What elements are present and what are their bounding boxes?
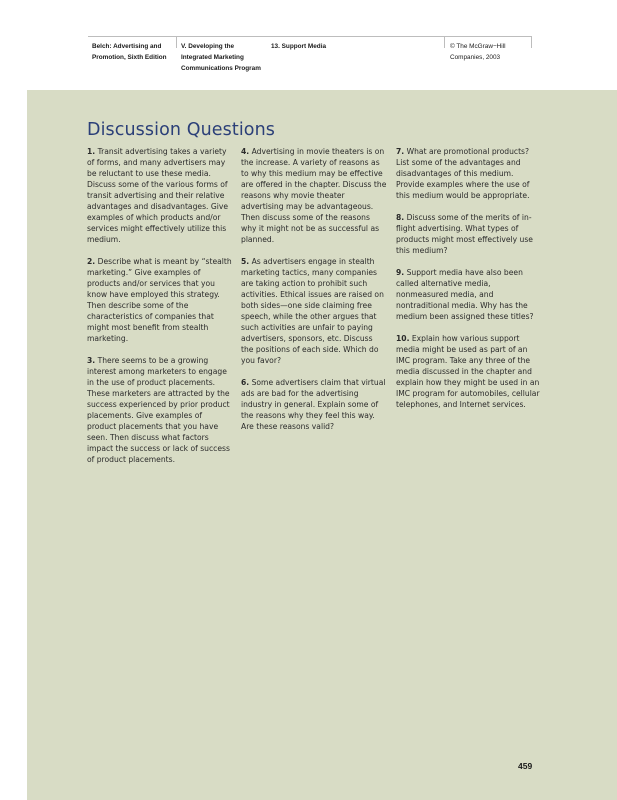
header-separator [531, 36, 532, 48]
page-number: 459 [518, 761, 533, 771]
question-text: What are promotional products? List some of the advantages and disadvantages of this medium. Provide examples where the use of this medium would be appropriate. [396, 147, 530, 200]
header-book-title: Belch: Advertising and Promotion, Sixth Edition [92, 43, 167, 61]
column-3 [396, 146, 542, 421]
question-text: Discuss some of the merits of in-flight advertising. What types of products might most effectively use this medium? [396, 213, 533, 255]
question-7 [396, 146, 542, 201]
running-header [0, 0, 617, 90]
question-5 [241, 256, 387, 366]
question-6 [241, 377, 387, 432]
question-10 [396, 333, 542, 410]
question-3 [87, 355, 233, 465]
header-chapter-title: 13. Support Media [271, 43, 327, 50]
question-text: Transit advertising takes a variety of forms, and many advertisers may be reluctant to use these media. Discuss some of the various forms of transit advertising and their relative advantages and disadvantages. Give examples of which products and/or services might effectively utilize this medium. [87, 147, 229, 244]
question-text: Describe what is meant by “stealth marketing.” Give examples of products and/or services that you know have employed this strategy. Then describe some of the characteristics of companies that might most benefit from stealth marketing. [87, 257, 232, 343]
question-text: Advertising in movie theaters is on the increase. A variety of reasons as to why this medium may be effective are offered in the chapter. Discuss the reasons why movie theater advertising may be advantageous. Then discuss some of the reasons why it might not be as successful as planned. [241, 147, 387, 244]
header-separator [176, 36, 177, 48]
header-rule [88, 36, 531, 37]
question-text: As advertisers engage in stealth marketing tactics, many companies are taking action to prohibit such activities. Ethical issues are raised on both sides—one side claiming free speech, while the other argues that such activities are unfair to paying advertisers, sponsors, etc. Discuss the positions of each side. Which do you favor? [241, 257, 384, 365]
question-1 [87, 146, 233, 245]
question-text: There seems to be a growing interest among marketers to engage in the use of product placements. These marketers are attracted by the success experienced by prior product placements. Give examples of product placements that you have seen. Then discuss what factors impact the success or lack of success of product placements. [87, 356, 230, 464]
question-number: 8. [396, 213, 405, 222]
question-number: 1. [87, 147, 96, 156]
question-number: 4. [241, 147, 250, 156]
question-number: 7. [396, 147, 405, 156]
question-9 [396, 267, 542, 322]
header-part-title: V. Developing the Integrated Marketing Communications Program [181, 43, 261, 72]
header-copyright: © The McGraw−Hill Companies, 2003 [450, 43, 506, 61]
question-8 [396, 212, 542, 256]
header-separator [444, 36, 445, 48]
question-number: 5. [241, 257, 250, 266]
column-1 [87, 146, 233, 476]
question-text: Some advertisers claim that virtual ads are bad for the advertising industry in general. Explain some of the reasons why they feel this way. Are these reasons valid? [241, 378, 386, 431]
question-4 [241, 146, 387, 245]
question-number: 9. [396, 268, 405, 277]
question-number: 10. [396, 334, 410, 343]
question-number: 2. [87, 257, 96, 266]
column-2 [241, 146, 387, 443]
question-number: 6. [241, 378, 250, 387]
question-text: Explain how various support media might be used as part of an IMC program. Take any three of the media discussed in the chapter and explain how they might be used in an IMC program for automobiles, cellular telephones, and Internet services. [396, 334, 540, 409]
question-number: 3. [87, 356, 96, 365]
question-2 [87, 256, 233, 344]
question-text: Support media have also been called alternative media, nonmeasured media, and nontraditional media. Why has the medium been assigned these titles? [396, 268, 534, 321]
section-title: Discussion Questions [87, 120, 276, 140]
